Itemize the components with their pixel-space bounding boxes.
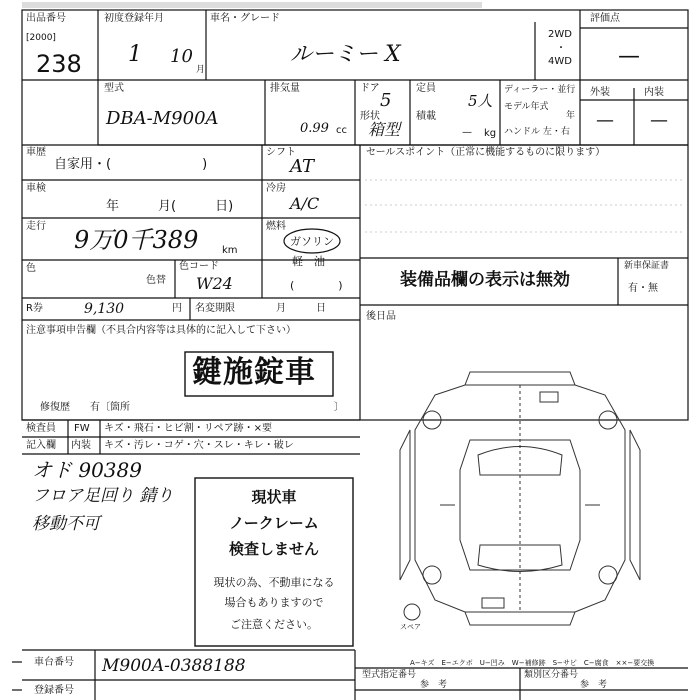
displacement-unit: cc: [336, 125, 347, 136]
model-value: DBA-M900A: [106, 108, 219, 129]
ac-label: 冷房: [266, 183, 286, 194]
notice-line-2: ノークレーム: [229, 514, 319, 532]
mileage-unit: km: [222, 245, 238, 256]
shift-label: シフト: [266, 147, 296, 158]
body-shape-value: 箱型: [368, 120, 401, 139]
recycle-unit: 円: [172, 303, 182, 314]
displacement-value: 0.99: [300, 121, 329, 136]
drive-2wd: 2WD: [548, 29, 572, 40]
vehicle-type-label: 車歴: [26, 147, 46, 158]
notice-line-1: 現状車: [251, 488, 297, 506]
load-unit: kg: [484, 128, 497, 139]
drive-separator: ・: [556, 43, 566, 54]
type-cert-ref: 参 考: [420, 680, 448, 690]
mileage-value: 9万0千389: [74, 226, 199, 254]
lot-number: 238: [36, 50, 82, 78]
interior-label: 内装: [644, 87, 664, 98]
capacity-label: 定員: [416, 83, 436, 94]
mileage-label: 走行: [26, 221, 46, 232]
ac-value: A/C: [290, 194, 320, 213]
caution-label: 注意事項申告欄（不具合内容等は具体的に記入して下さい）: [26, 325, 296, 336]
model-label: 型式: [104, 83, 124, 94]
model-year-unit: 年: [566, 111, 576, 121]
handwritten-note-1: オド 90389: [32, 458, 142, 482]
color-code-label: 色コード: [179, 261, 219, 272]
equipment-note: 装備品欄の表示は無効: [400, 270, 570, 290]
car-name: ルーミー X: [290, 42, 401, 67]
recycle-label: R券: [26, 303, 43, 314]
inspector-label: 検査員: [26, 423, 56, 434]
exterior-value: —: [596, 110, 614, 131]
chassis-number-value: M900A-0388188: [102, 656, 246, 676]
notice-box: [195, 478, 353, 646]
dealer-label: ディーラー・並行: [504, 85, 576, 95]
interior-value: —: [650, 110, 668, 131]
notice-line-6: ご注意ください。: [230, 618, 318, 631]
notice-line-5: 場合もありますので: [224, 596, 324, 609]
fuel-gasoline: ガソリン: [290, 235, 334, 248]
load-value: —: [462, 127, 472, 138]
repair-history-label: 修復歴 有〔箇所: [40, 402, 130, 413]
sales-point-label: セールスポイント（正常に機能するものに限ります）: [366, 147, 606, 158]
exterior-label: 外装: [590, 87, 610, 98]
interior-check-items: キズ・汚レ・コゲ・穴・スレ・キレ・破レ: [104, 440, 294, 451]
chassis-number-label: 車台番号: [34, 657, 74, 668]
registration-number-label: 登録番号: [34, 685, 74, 696]
notice-line-3: 検査しません: [228, 540, 319, 558]
first-registration-year: 1: [128, 42, 142, 67]
doors-value: 5: [380, 90, 392, 111]
title-limit-value: 月 日: [276, 303, 326, 314]
shift-value: AT: [290, 156, 315, 177]
color-label: 色: [26, 263, 36, 274]
lot-prefix: [2000]: [26, 33, 56, 43]
first-registration-label: 初度登録年月: [104, 13, 164, 24]
spare-label: スペア: [400, 623, 421, 631]
car-name-label: 車名・グレード: [210, 13, 280, 24]
vehicle-type-value: 自家用・( ): [54, 157, 208, 172]
entry-label: 記入欄: [26, 440, 56, 451]
drive-4wd: 4WD: [548, 56, 572, 67]
fuel-other: ( ): [290, 279, 343, 292]
inspection-label: 車検: [26, 183, 46, 194]
interior-check-label: 内装: [71, 440, 91, 451]
fw-label: FW: [74, 423, 90, 434]
repair-history-close: 〕: [334, 402, 344, 413]
damage-legend: A−キズ E−エクボ U−凹み W−補修跡 S−サビ C−腐食 ××−要交換: [410, 659, 655, 667]
recycle-value: 9,130: [84, 301, 125, 317]
score-label: 評価点: [590, 13, 620, 24]
fw-items: キズ・飛石・ヒビ割・リペア跡・×要: [104, 423, 272, 434]
displacement-label: 排気量: [270, 83, 300, 94]
type-cert-label: 型式指定番号: [362, 670, 417, 680]
capacity-value: 5人: [468, 92, 493, 110]
model-year-label: モデル年式: [504, 102, 549, 112]
title-limit-label: 名変期限: [195, 303, 235, 314]
color-code-value: W24: [196, 274, 233, 293]
handwritten-note-3: 移動不可: [32, 514, 100, 534]
body-shape-label: 形状: [360, 111, 380, 122]
handle-label: ハンドル 左・右: [504, 127, 570, 137]
doors-label: ドア: [360, 83, 380, 94]
lot-number-label: 出品番号: [26, 13, 66, 24]
first-registration-month-unit: 月: [196, 65, 206, 75]
remarks-label: 後日品: [366, 311, 396, 322]
inspection-value: 年 月( 日): [106, 199, 234, 214]
class-number-label: 類別区分番号: [524, 670, 579, 680]
warranty-label: 新車保証書: [624, 261, 670, 271]
color-change-label: 色替: [146, 275, 166, 286]
first-registration-month: 10: [170, 46, 193, 67]
notice-line-4: 現状の為、不動車になる: [213, 576, 335, 589]
class-number-ref: 参 考: [580, 680, 608, 690]
score-value: —: [618, 44, 640, 69]
fuel-diesel: 軽 油: [292, 255, 325, 268]
handwritten-note-2: フロア足回り 錆り: [32, 486, 174, 506]
warranty-value: 有・無: [628, 283, 658, 294]
load-label: 積載: [416, 111, 436, 122]
lock-stamp: 鍵施錠車: [192, 355, 316, 390]
fuel-label: 燃料: [266, 221, 286, 232]
